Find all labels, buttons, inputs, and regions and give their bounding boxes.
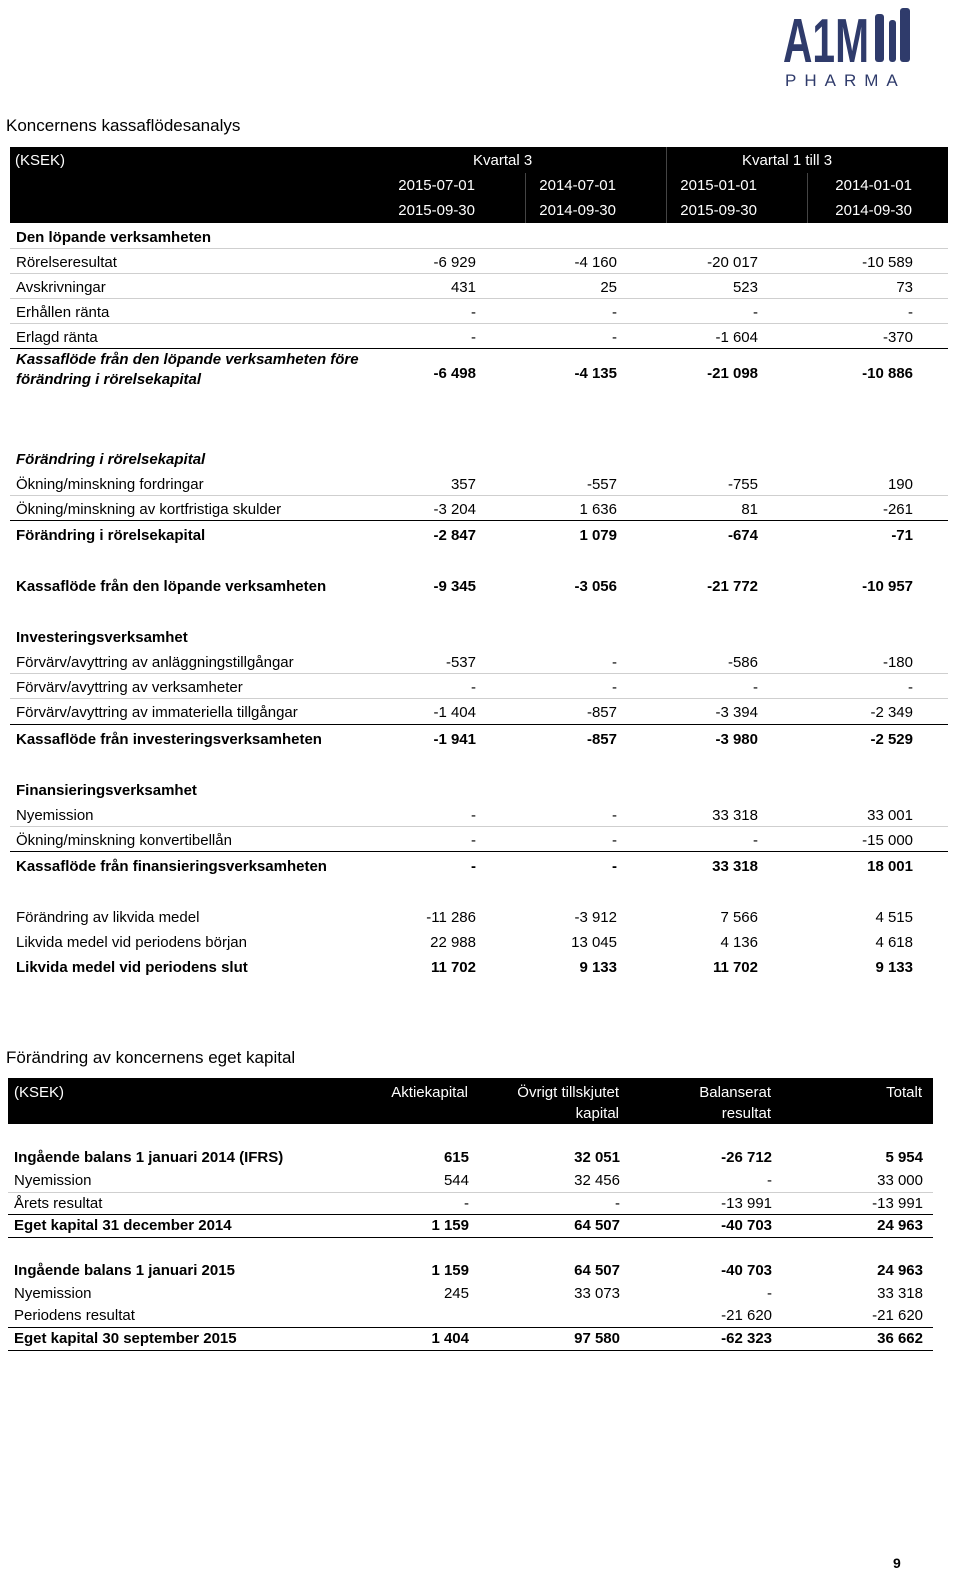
cell-value: 64 507 [574, 1217, 620, 1234]
row-divider [10, 273, 948, 274]
cell-value: - [464, 1195, 469, 1212]
cell-value: 4 618 [875, 934, 913, 951]
row-divider [8, 1237, 933, 1238]
cell-value: -674 [727, 527, 758, 544]
cell-value: 357 [450, 476, 476, 493]
row-divider [10, 348, 948, 349]
table-row [0, 933, 960, 957]
cell-value: 7 566 [720, 909, 758, 926]
cell-value: -180 [882, 654, 913, 671]
row-label: Nyemission [14, 1172, 92, 1189]
row-label: Kassaflöde från finansieringsverksamheten [16, 858, 327, 875]
cell-value: -13 991 [721, 1195, 772, 1212]
cell-value: 73 [896, 279, 913, 296]
row-label: Rörelseresultat [16, 254, 117, 271]
cell-value: - [753, 679, 758, 696]
cell-value: 25 [600, 279, 617, 296]
cell-value: -6 498 [433, 365, 476, 382]
cell-value: - [612, 807, 617, 824]
cell-value: 4 515 [875, 909, 913, 926]
cell-value: - [471, 329, 476, 346]
equity-col-balanserat-line1: Balanserat [699, 1084, 771, 1101]
cell-value: -3 912 [574, 909, 617, 926]
row-label: Förvärv/avyttring av verksamheter [16, 679, 243, 696]
cell-value: - [612, 329, 617, 346]
table-row [0, 1261, 960, 1285]
cell-value: -1 404 [433, 704, 476, 721]
cell-value: 24 963 [877, 1217, 923, 1234]
cell-value: - [612, 679, 617, 696]
row-divider [10, 298, 948, 299]
cell-value: -3 056 [574, 578, 617, 595]
row-label: Periodens resultat [14, 1307, 135, 1324]
equity-title: Förändring av koncernens eget kapital [6, 1048, 296, 1067]
row-label: Förändring i rörelsekapital [16, 451, 206, 468]
cell-value: - [767, 1172, 772, 1189]
row-label: Kassaflöde från den löpande verksamheten före förändring i rörelsekapital [16, 351, 359, 388]
cell-value: -13 991 [872, 1195, 923, 1212]
cell-value: -15 000 [862, 832, 913, 849]
cell-value: 64 507 [574, 1262, 620, 1279]
cell-value: -4 135 [574, 365, 617, 382]
cell-value: 33 001 [867, 807, 913, 824]
cell-value: -21 620 [721, 1307, 772, 1324]
row-divider [10, 248, 948, 249]
cell-value: - [753, 832, 758, 849]
row-label: Eget kapital 30 september 2015 [14, 1330, 237, 1347]
cell-value: - [612, 832, 617, 849]
row-label: Årets resultat [14, 1195, 103, 1212]
logo-subtext: PHARMA [785, 71, 906, 90]
row-label: Den löpande verksamheten [16, 229, 212, 246]
cell-value: 33 318 [712, 807, 758, 824]
cell-value: 431 [450, 279, 476, 296]
group-header-q1-q3: Kvartal 1 till 3 [742, 152, 833, 169]
cell-value: - [908, 679, 913, 696]
row-divider [10, 724, 948, 725]
row-divider [10, 673, 948, 674]
cell-value: 1 636 [579, 501, 617, 518]
cell-value: - [753, 304, 758, 321]
cashflow-title: Koncernens kassaflödesanalys [6, 116, 241, 135]
row-label: Erhållen ränta [16, 304, 110, 321]
cell-value: 1 159 [431, 1217, 469, 1234]
cell-value: -40 703 [721, 1217, 772, 1234]
cell-value: -261 [882, 501, 913, 518]
cell-value: -1 604 [715, 329, 758, 346]
equity-col-aktiekapital: Aktiekapital [391, 1084, 468, 1101]
table-row [0, 1148, 960, 1172]
table-row [0, 781, 960, 805]
cell-value: -3 204 [433, 501, 476, 518]
cell-value: -4 160 [574, 254, 617, 271]
cell-value: -586 [727, 654, 758, 671]
logo-bar [889, 20, 896, 62]
logo-text: A1M [783, 7, 869, 76]
cell-value: - [612, 858, 617, 875]
cell-value: -10 886 [862, 365, 913, 382]
row-label: Likvida medel vid periodens slut [16, 959, 248, 976]
cell-value: 22 988 [430, 934, 476, 951]
cell-value: 5 954 [885, 1149, 923, 1166]
equity-col-tillskjutet-line2: kapital [575, 1105, 619, 1122]
row-label: Eget kapital 31 december 2014 [14, 1217, 232, 1234]
cell-value: -2 847 [433, 527, 476, 544]
row-divider [10, 698, 948, 699]
cell-value: -21 772 [707, 578, 758, 595]
equity-unit-label: (KSEK) [14, 1084, 65, 1101]
row-divider [8, 1214, 933, 1215]
unit-label: (KSEK) [15, 152, 66, 169]
col1-from: 2015-07-01 [398, 177, 475, 194]
row-label: Nyemission [14, 1285, 92, 1302]
cell-value: 245 [443, 1285, 469, 1302]
cell-value: -537 [445, 654, 476, 671]
cell-value: 1 079 [579, 527, 617, 544]
cell-value: 33 318 [877, 1285, 923, 1302]
row-divider [10, 495, 948, 496]
cell-value: -40 703 [721, 1262, 772, 1279]
cell-value: 97 580 [574, 1330, 620, 1347]
cell-value: -71 [891, 527, 913, 544]
cell-value: 11 702 [430, 959, 476, 976]
cell-value: -9 345 [433, 578, 476, 595]
cell-value: 81 [741, 501, 758, 518]
equity-col-balanserat-line2: resultat [721, 1105, 771, 1122]
row-label: Kassaflöde från den löpande verksamheten [16, 578, 327, 595]
cell-value: - [612, 304, 617, 321]
logo-bar [900, 8, 910, 62]
cell-value: - [908, 304, 913, 321]
cell-value: -857 [586, 704, 617, 721]
table-row [0, 450, 960, 474]
row-label: Finansieringsverksamhet [16, 782, 197, 799]
row-label: Förvärv/avyttring av anläggningstillgångar [16, 654, 294, 671]
cell-value: 523 [732, 279, 758, 296]
col1-to: 2015-09-30 [398, 202, 475, 219]
col3-from: 2015-01-01 [680, 177, 757, 194]
cell-value: 9 133 [579, 959, 617, 976]
row-divider [8, 1327, 933, 1328]
cell-value: 36 662 [877, 1330, 923, 1347]
cell-value: -557 [586, 476, 617, 493]
table-row [0, 730, 960, 754]
cell-value: 4 136 [720, 934, 758, 951]
cell-value: -857 [586, 731, 617, 748]
table-row [0, 350, 960, 388]
cell-value: -20 017 [707, 254, 758, 271]
row-divider [10, 826, 948, 827]
row-label: Kassaflöde från investeringsverksamheten [16, 731, 322, 748]
cell-value: 33 000 [877, 1172, 923, 1189]
col4-to: 2014-09-30 [835, 202, 912, 219]
cell-value: 190 [887, 476, 913, 493]
cell-value: 18 001 [867, 858, 913, 875]
row-label: Förändring av likvida medel [16, 909, 200, 926]
row-divider [10, 323, 948, 324]
cell-value: -10 957 [862, 578, 913, 595]
row-label: Förvärv/avyttring av immateriella tillgångar [16, 704, 298, 721]
cell-value: - [471, 858, 476, 875]
cell-value: 32 456 [574, 1172, 620, 1189]
col2-to: 2014-09-30 [539, 202, 616, 219]
col4-from: 2014-01-01 [835, 177, 912, 194]
page-number: 9 [893, 1555, 901, 1571]
cell-value: 1 404 [431, 1330, 469, 1347]
table-row [0, 958, 960, 982]
table-row [0, 908, 960, 932]
cell-value: - [471, 304, 476, 321]
group-header-q3: Kvartal 3 [473, 152, 533, 169]
cell-value: - [612, 654, 617, 671]
cell-value: -6 929 [433, 254, 476, 271]
row-label: Ingående balans 1 januari 2015 [14, 1262, 235, 1279]
row-divider [10, 520, 948, 521]
cell-value: -3 394 [715, 704, 758, 721]
logo-bar [875, 14, 884, 62]
row-label: Ökning/minskning konvertibellån [16, 832, 232, 849]
cell-value: -11 286 [426, 909, 476, 926]
cell-value: -1 941 [433, 731, 476, 748]
equity-col-tillskjutet-line1: Övrigt tillskjutet [517, 1084, 619, 1101]
cell-value: - [615, 1195, 620, 1212]
cell-value: 32 051 [574, 1149, 620, 1166]
cell-value: 1 159 [431, 1262, 469, 1279]
cell-value: 11 702 [712, 959, 758, 976]
cell-value: 544 [443, 1172, 469, 1189]
table-row [0, 526, 960, 550]
cell-value: -10 589 [862, 254, 913, 271]
cell-value: 24 963 [877, 1262, 923, 1279]
col2-from: 2014-07-01 [539, 177, 616, 194]
table-row [0, 1284, 960, 1308]
cell-value: -21 098 [707, 365, 758, 382]
cell-value: 9 133 [875, 959, 913, 976]
row-label: Ökning/minskning fordringar [16, 476, 204, 493]
cell-value: -21 620 [872, 1307, 923, 1324]
row-label: Förändring i rörelsekapital [16, 527, 206, 544]
table-row [0, 577, 960, 601]
cell-value: 615 [443, 1149, 469, 1166]
equity-header [8, 1078, 933, 1124]
row-divider [10, 851, 948, 852]
cell-value: -755 [727, 476, 758, 493]
cell-value: -26 712 [721, 1149, 772, 1166]
cell-value: 13 045 [571, 934, 617, 951]
row-label: Likvida medel vid periodens början [16, 934, 247, 951]
company-logo [783, 0, 923, 92]
row-label: Nyemission [16, 807, 94, 824]
table-row [0, 857, 960, 881]
cell-value: 33 318 [712, 858, 758, 875]
col3-to: 2015-09-30 [680, 202, 757, 219]
row-label: Erlagd ränta [16, 329, 98, 346]
row-label: Ingående balans 1 januari 2014 (IFRS) [14, 1149, 284, 1166]
row-divider [8, 1192, 933, 1193]
cell-value: -62 323 [721, 1330, 772, 1347]
row-label: Investeringsverksamhet [16, 629, 188, 646]
row-divider [8, 1350, 933, 1351]
cell-value: - [767, 1285, 772, 1302]
cell-value: -370 [882, 329, 913, 346]
cell-value: - [471, 679, 476, 696]
cell-value: - [471, 832, 476, 849]
cell-value: -3 980 [715, 731, 758, 748]
table-row [0, 628, 960, 652]
equity-col-totalt: Totalt [886, 1084, 922, 1101]
cell-value: 33 073 [574, 1285, 620, 1302]
row-label: Ökning/minskning av kortfristiga skulder [16, 501, 282, 518]
row-label: Avskrivningar [16, 279, 106, 296]
cashflow-header [10, 147, 948, 223]
cell-value: -2 349 [870, 704, 913, 721]
cell-value: -2 529 [870, 731, 913, 748]
cell-value: - [471, 807, 476, 824]
